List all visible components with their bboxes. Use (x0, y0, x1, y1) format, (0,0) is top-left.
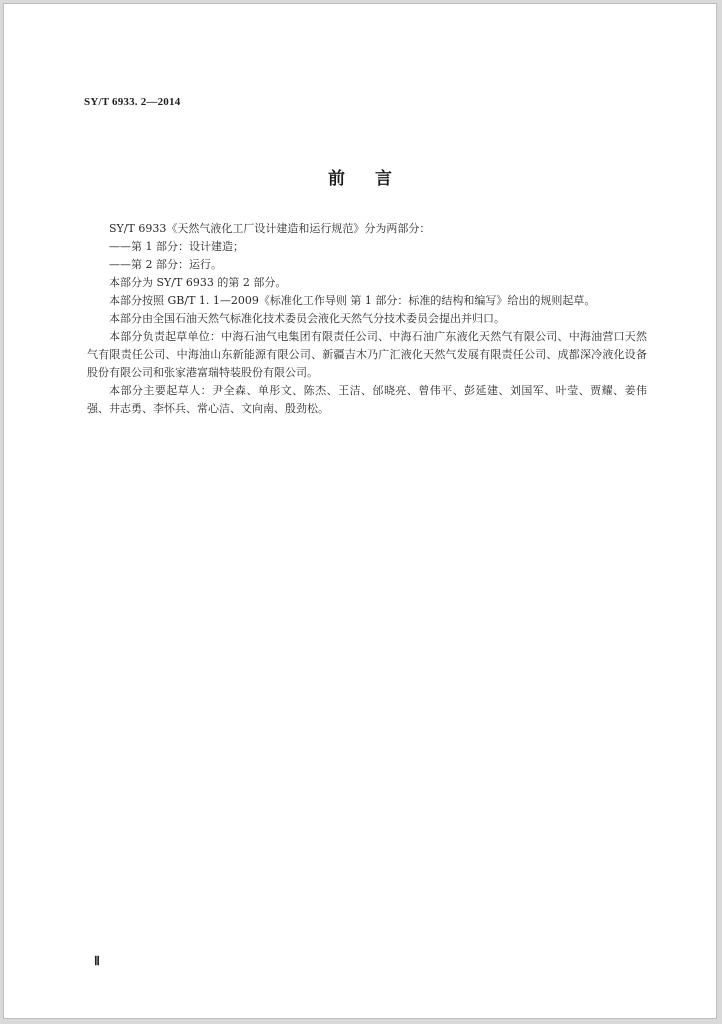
standard-code-header: SY/T 6933. 2—2014 (84, 96, 181, 108)
paragraph-intro: SY/T 6933《天然气液化工厂设计建造和运行规范》分为两部分： (109, 222, 431, 235)
section-title: 前言 (328, 169, 422, 189)
page-number: Ⅱ (94, 954, 100, 968)
paragraph-this-part: 本部分为 SY/T 6933 的第 2 部分。 (109, 276, 287, 289)
paragraph-part-1: ——第 1 部分：设计建造； (109, 240, 244, 253)
paragraph-drafting-rules: 本部分按照 GB/T 1. 1—2009《标准化工作导则 第 1 部分：标准的结构和编写》给出的规则起草。 (109, 294, 596, 307)
paragraph-drafters: 本部分主要起草人：尹全森、单彤文、陈杰、王洁、邰晓亮、曾伟平、彭延建、刘国军、叶莹、贾耀、姜伟强、井志勇、李怀兵、常心洁、文向南、殷劲松。 (87, 384, 647, 415)
foreword-body (87, 220, 647, 418)
document-page (3, 3, 717, 1019)
paragraph-part-2: ——第 2 部分：运行。 (109, 258, 222, 271)
paragraph-proposer: 本部分由全国石油天然气标准化技术委员会液化天然气分技术委员会提出并归口。 (109, 312, 505, 325)
paragraph-drafting-units: 本部分负责起草单位：中海石油气电集团有限责任公司、中海石油广东液化天然气有限公司、中海油营口天然气有限责任公司、中海油山东新能源有限公司、新疆吉木乃广汇液化天然气发展有限责任公司、成都深冷液化设备股份有限公司和张家港富瑞特装股份有限公司。 (87, 330, 647, 379)
